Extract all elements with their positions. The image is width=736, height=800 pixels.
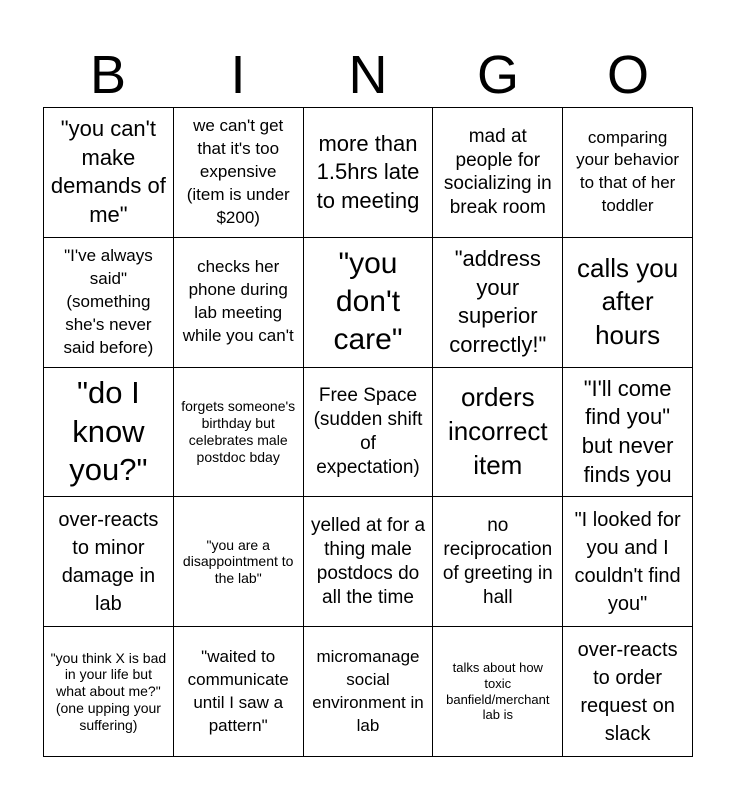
bingo-cell[interactable] [304,368,434,498]
bingo-cell[interactable] [304,238,434,368]
bingo-cell-text: "you don't care" [333,247,403,357]
bingo-cell[interactable] [563,627,693,757]
header-letter-g: G [476,45,519,105]
bingo-cell[interactable] [44,108,174,238]
bingo-cell[interactable] [563,238,693,368]
bingo-cell[interactable] [44,238,174,368]
header-letter-o: O [606,45,649,105]
bingo-cell-text: over-reacts to minor damage in lab [58,508,159,615]
bingo-cell[interactable] [563,497,693,627]
bingo-cell[interactable] [563,108,693,238]
bingo-cell[interactable] [563,368,693,498]
bingo-card-grid [43,107,693,757]
bingo-cell[interactable] [304,108,434,238]
bingo-cell[interactable] [304,497,434,627]
header-letter-i: I [230,45,246,105]
bingo-cell-text: "you can't make demands of me" [50,116,166,227]
bingo-cell-text: comparing your behavior to that of her toddler [576,127,680,216]
bingo-cell-text: "do I know you?" [69,374,148,488]
bingo-cell[interactable] [174,108,304,238]
bingo-cell-text: yelled at for a thing male postdocs do all the time [310,515,426,608]
bingo-cell[interactable] [433,238,563,368]
bingo-cell-text: talks about how toxic banfield/merchant lab is [446,660,550,723]
bingo-cell-text: calls you after hours [577,252,679,351]
bingo-cell-text: over-reacts to order request on slack [577,638,678,745]
bingo-cell-text: checks her phone during lab meeting while you can't [182,257,294,346]
bingo-cell[interactable] [44,627,174,757]
bingo-cell-text: orders incorrect item [447,382,548,480]
bingo-cell-text: "you are a disappointment to the lab" [182,536,294,587]
bingo-cell[interactable] [174,497,304,627]
bingo-cell-text: "I'll come find you" but never finds you [581,375,674,487]
bingo-cell-text: forgets someone's birthday but celebrates male postdoc bday [181,398,296,465]
bingo-header [43,42,693,108]
bingo-cell[interactable] [174,238,304,368]
bingo-cell-text: "I've always said" (something she's never said before) [63,245,154,357]
bingo-cell-text: no reciprocation of greeting in hall [442,515,553,608]
bingo-cell[interactable] [44,368,174,498]
bingo-cell[interactable] [44,497,174,627]
bingo-cell[interactable] [433,497,563,627]
bingo-cell[interactable] [174,368,304,498]
bingo-cell[interactable] [433,627,563,757]
bingo-cell[interactable] [433,108,563,238]
header-letter-n: N [348,45,388,105]
header-letter-b: B [89,45,127,105]
bingo-cell[interactable] [304,627,434,757]
bingo-cell-text: "waited to communicate until I saw a pattern" [187,646,289,735]
bingo-cell-text: micromanage social environment in lab [312,646,424,735]
bingo-cell-text: we can't get that it's too expensive (item is under $200) [186,116,290,227]
bingo-cell-text: "I looked for you and I couldn't find you" [574,508,681,615]
bingo-cell-text: mad at people for socializing in break room [443,125,552,219]
bingo-cell-text: "address your superior correctly!" [449,246,547,357]
bingo-cell[interactable] [174,627,304,757]
bingo-cell-text: "you think X is bad in your life but what about me?" (one upping your suffering) [50,649,167,733]
bingo-cell[interactable] [433,368,563,498]
bingo-cell-text: more than 1.5hrs late to meeting [316,130,420,213]
bingo-cell-text: Free Space (sudden shift of expectation) [313,385,423,478]
